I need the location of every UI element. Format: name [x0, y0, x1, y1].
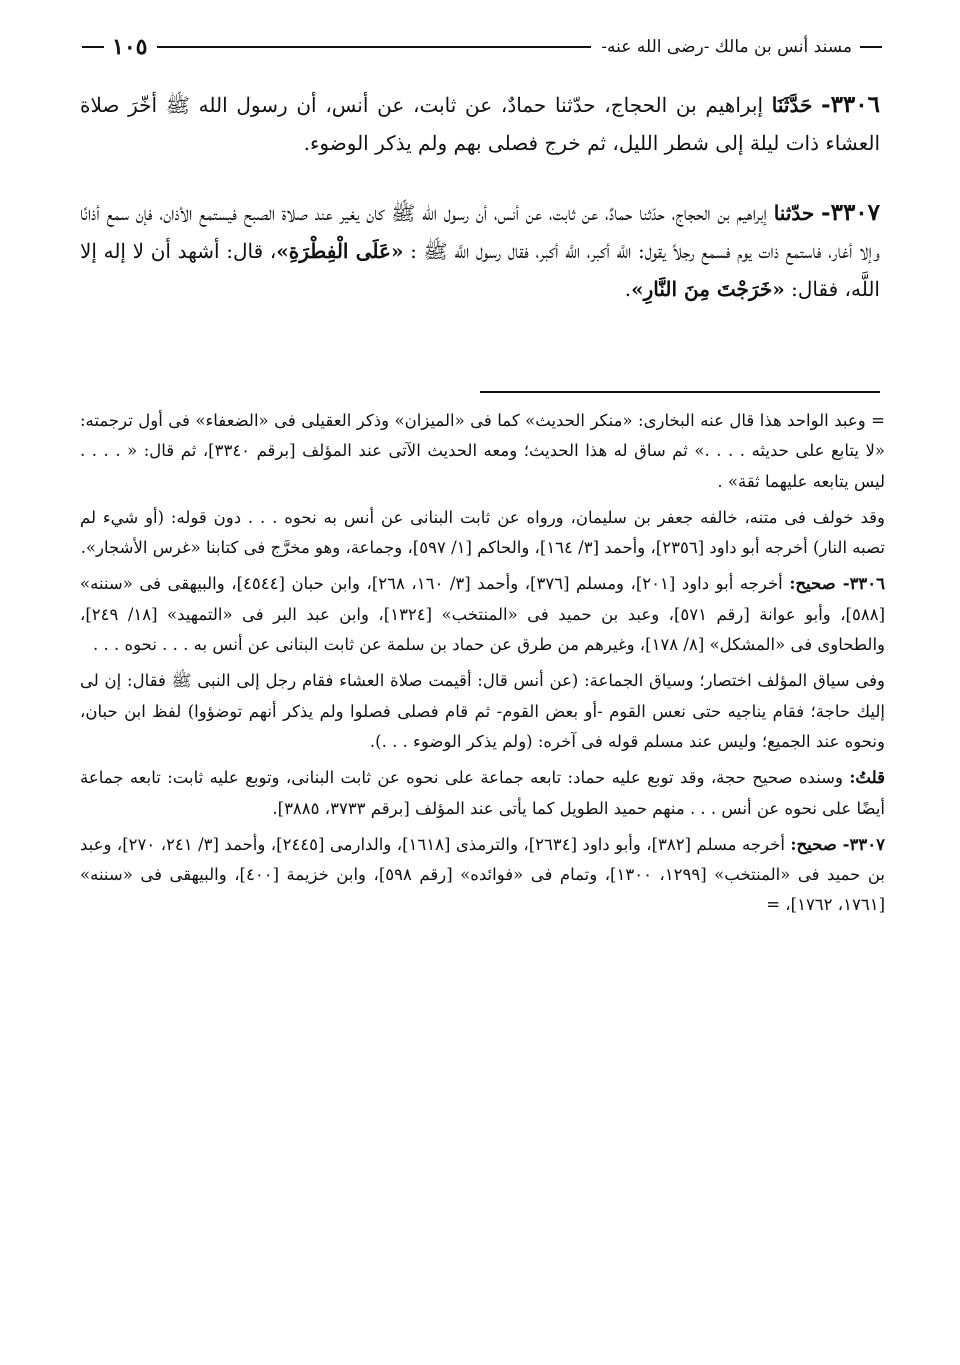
footnote-paragraph — [80, 569, 885, 660]
hadith-quote: «خَرَجْتَ مِنَ النَّارِ» — [631, 277, 785, 301]
hadith-lead: حدّثنا — [773, 201, 815, 225]
page-header — [82, 30, 882, 64]
footnote-text: أخرجه أبو داود [٢٠١]، ومسلم [٣٧٦]، وأحمد [٣/ ١٦٠، ٢٦٨]، وابن حبان [٤٥٤٤]، والبيهقى فى «سننه» [٥٨٨]، وأبو عوانة [رقم ٥٧١]، وعبد بن حميد فى «المنتخب» [١٣٢٤]، وابن عبد البر فى «التمهيد» [١٨/ ٢٤٩]، والطحاوى فى «المشكل» [٨/ ١٧٨]، وغيرهم من طرق عن حماد بن سلمة عن ثابت البنانى عن أنس به . . . نحوه . . . — [80, 574, 885, 655]
hadith-text: إبراهيم بن الحجاج، حدّثنا حمادٌ، عن ثابت، عن أنس، أن رسول الله ﷺ أخّرَ صلاة العشاء ذات ليلة إلى شطر الليل، ثم خرج فصلى بهم ولم يذكر الوضوء. — [80, 93, 880, 155]
footnote-paragraph: = وعبد الواحد هذا قال عنه البخارى: «منكر الحديث» كما فى «الميزان» وذكر العقيلى فى «الضعفاء» فى أول ترجمته: «لا يتابع على حديثه . . . .» ثم ساق له هذا الحديث؛ ومعه الحديث الآتى عند المؤلف [برقم ٣٣٤٠]، ثم قال: « . . . . ليس يتابعه عليهما ثقة» . — [80, 411, 885, 491]
footnote-label: قلتُ: — [849, 768, 885, 788]
header-rule — [157, 46, 591, 48]
footnote-paragraph: وفى سياق المؤلف اختصار؛ وسياق الجماعة: (عن أنس قال: أقيمت صلاة العشاء فقام رجل إلى النبى ﷺ فقال: إن لى إليك حاجة؛ فقام يناجيه حتى نعس القوم -أو بعض القوم- ثم قام فصلى فصلوا ولم يذكر أنهم توضؤوا) لفظ ابن حبان، ونحوه عند الجميع؛ وليس عند مسلم قوله فى آخره: (ولم يذكر الوضوء . . .). — [80, 671, 885, 751]
footnotes — [80, 406, 885, 927]
header-rule — [860, 46, 882, 48]
header-rule — [82, 46, 104, 48]
hadith-text: ، قال: أشهد أن لا إله إلا اللَّه، فقال: — [80, 239, 880, 301]
hadith-3306 — [80, 86, 880, 162]
footnote-paragraph — [80, 763, 885, 824]
footnote-text: أخرجه مسلم [٣٨٢]، وأبو داود [٢٦٣٤]، والترمذى [١٦١٨]، والدارمى [٢٤٤٥]، وأحمد [٣/ ٢٤١، ٢٧٠]، وعبد بن حميد فى «المنتخب» [١٢٩٩، ١٣٠٠]، وتمام فى «فوائده» [رقم ٥٩٨]، وابن خزيمة [٤٠٠]، والبيهقى فى «سننه» [١٧٦١، ١٧٦٢]، = — [80, 834, 886, 915]
running-title: مسند أنس بن مالك -رضى الله عنه- — [601, 37, 852, 57]
footnote-label: ٣٣٠٧- صحيح: — [790, 834, 885, 854]
footnote-text: وسنده صحيح حجة، وقد توبع عليه حماد: تابعه جماعة على نحوه عن ثابت البنانى، وتوبع عليه ثابت: تابعه جماعة أيضًا على نحوه عن أنس . . . منهم حميد الطويل كما يأتى عند المؤلف [برقم ٣٧٣٣، ٣٨٨٥]. — [80, 768, 885, 818]
hadith-3307 — [80, 194, 880, 308]
page-number: ١٠٥ — [112, 34, 148, 60]
hadith-quote: «عَلَى الْفِطْرَةِ» — [276, 239, 404, 263]
footnote-label: ٣٣٠٦- صحيح: — [789, 574, 886, 594]
hadith-number: ٣٣٠٦- — [821, 91, 880, 118]
footnote-divider — [480, 391, 880, 393]
hadith-number: ٣٣٠٧- — [821, 199, 881, 226]
hadith-lead: حَدَّثَنَا — [771, 93, 813, 117]
hadith-end: . — [624, 277, 632, 301]
footnote-paragraph — [80, 830, 885, 921]
footnote-paragraph: وقد خولف فى متنه، خالفه جعفر بن سليمان، ورواه عن ثابت البنانى عن أنس به نحوه . . . دون قوله: (أو شيء لم تصبه النار) أخرجه أبو داود [٢٣٥٦]، وأحمد [٣/ ١٦٤]، والحاكم [١/ ٥٩٧]، وجماعة، وهو مخرَّج فى كتابنا «غرس الأشجار». — [80, 507, 885, 558]
hadith-text: إبراهيم بن الحجاج، حدّثنا حمادٌ، عن ثابت، عن أنس، أن رسول الله ﷺ كان يغير عند صلاة الصبح فيستمع الأذان، فإن سمع أذانًا وإلا أغار، فاستمع ذات يوم فسمع رجلاً يقول: اللَّه أكبر، اللَّه أكبر، فقال رسول اللَّه ﷺ : — [80, 201, 880, 263]
